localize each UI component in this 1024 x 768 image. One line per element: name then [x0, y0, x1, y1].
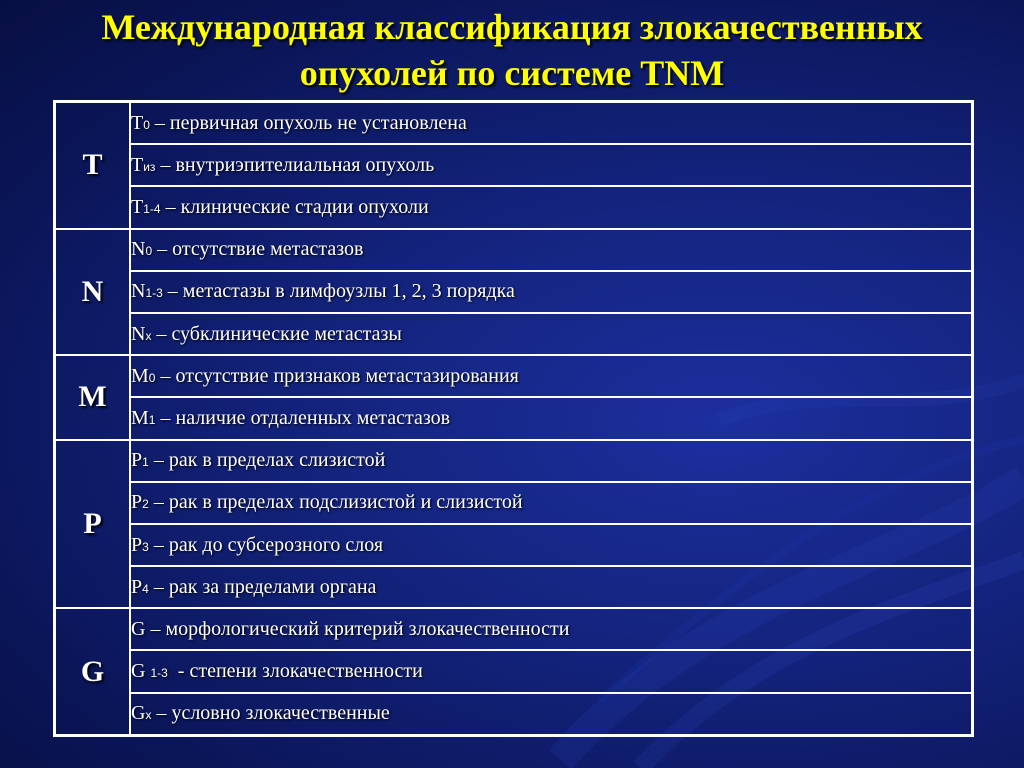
table-row [55, 693, 973, 736]
table-row [55, 144, 973, 186]
description-cell: N0 – отсутствие метастазов [130, 229, 973, 271]
description-cell: Gx – условно злокачественные [130, 693, 973, 736]
table-row [55, 650, 973, 692]
description-cell: G – морфологический критерий злокачественности [130, 608, 973, 650]
description-cell: P3 – рак до субсерозного слоя [130, 524, 973, 566]
description-cell: T0 – первичная опухоль не установлена [130, 102, 973, 145]
description-cell: P4 – рак за пределами органа [130, 566, 973, 608]
table-row [55, 397, 973, 439]
description-cell: P1 – рак в пределах слизистой [130, 440, 973, 482]
description-cell: T1-4 – клинические стадии опухоли [130, 186, 973, 228]
category-cell-m: M [55, 355, 131, 439]
tnm-classification-table [53, 100, 974, 737]
table-row [55, 566, 973, 608]
title-line-2: опухолей по системе TNM [299, 53, 725, 93]
description-cell: N1-3 – метастазы в лимфоузлы 1, 2, 3 порядка [130, 271, 973, 313]
table-row [55, 440, 973, 482]
description-cell: M0 – отсутствие признаков метастазирования [130, 355, 973, 397]
table-row [55, 608, 973, 650]
title-line-1: Международная классификация злокачественных [101, 7, 923, 47]
table-row [55, 271, 973, 313]
description-cell: M1 – наличие отдаленных метастазов [130, 397, 973, 439]
table-row [55, 102, 973, 145]
category-cell-n: N [55, 229, 131, 356]
description-cell: Nx – субклинические метастазы [130, 313, 973, 355]
table-row [55, 482, 973, 524]
table-row [55, 355, 973, 397]
table-row [55, 313, 973, 355]
category-cell-p: P [55, 440, 131, 609]
description-cell: P2 – рак в пределах подслизистой и слизистой [130, 482, 973, 524]
table-row [55, 229, 973, 271]
description-cell: G 1-3 - степени злокачественности [130, 650, 973, 692]
page-title [0, 4, 1024, 96]
description-cell: Tиз – внутриэпителиальная опухоль [130, 144, 973, 186]
table-row [55, 186, 973, 228]
table-row [55, 524, 973, 566]
category-cell-g: G [55, 608, 131, 735]
category-cell-t: T [55, 102, 131, 229]
